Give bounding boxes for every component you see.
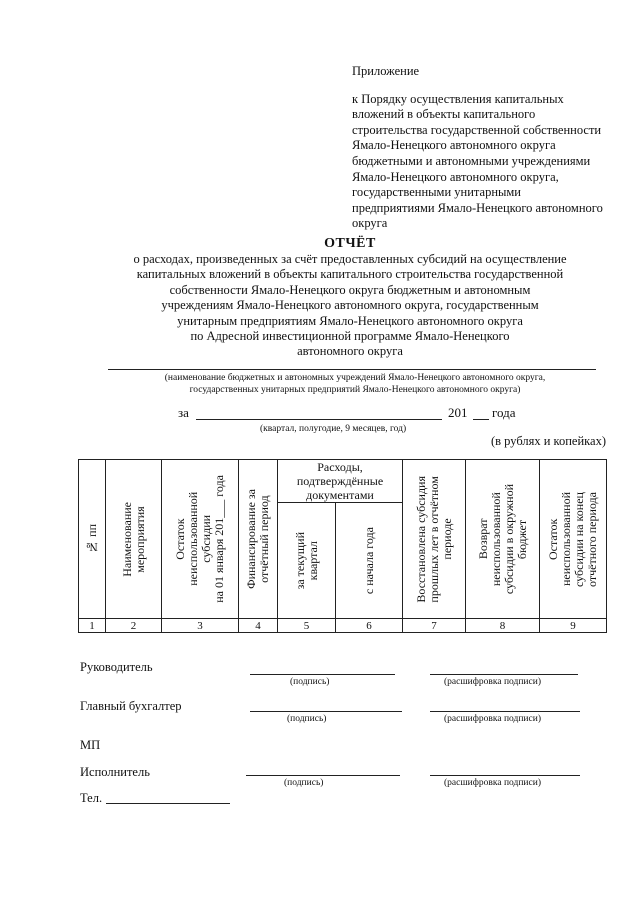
appendix-line: Ямало-Ненецкого автономного округа, xyxy=(352,169,559,184)
column-number: 4 xyxy=(239,619,278,633)
organization-name-line[interactable] xyxy=(108,369,596,370)
report-line: автономного округа xyxy=(297,344,403,359)
signature-caption: (подпись) xyxy=(284,778,324,788)
report-line: собственности Ямало-Ненецкого округа бюджетным и автономным xyxy=(169,282,531,297)
organization-name-caption xyxy=(80,372,630,396)
head-label: Руководитель xyxy=(80,660,153,674)
header-col-3 xyxy=(162,460,239,619)
header-col-9 xyxy=(540,460,607,619)
header-text: с начала года xyxy=(361,526,376,595)
header-text: Наименование мероприятия xyxy=(119,501,147,577)
executor-label: Исполнитель xyxy=(80,765,150,779)
phone-input-line[interactable] xyxy=(106,803,230,804)
appendix-line: бюджетными и автономными учреждениями xyxy=(352,153,591,168)
appendix-line: строительства государственной собственности xyxy=(352,122,602,137)
decode-caption: (расшифровка подписи) xyxy=(444,677,541,687)
header-group-expenses xyxy=(278,460,403,503)
appendix-line: государственными унитарными xyxy=(352,185,522,200)
accountant-signature-line[interactable] xyxy=(250,711,402,712)
header-text: Возврат неиспользованной субсидии в окружной бюджет xyxy=(475,483,529,595)
column-number: 9 xyxy=(540,619,607,633)
period-row xyxy=(178,405,538,423)
report-title: ОТЧЁТ xyxy=(324,236,376,251)
report-line: учреждениям Ямало-Ненецкого автономного округа, государственным xyxy=(161,298,539,313)
currency-note: (в рублях и копейках) xyxy=(490,434,606,448)
accountant-decode-line[interactable] xyxy=(430,711,580,712)
report-line: о расходах, произведенных за счёт предоставленных субсидий на осуществление xyxy=(133,252,567,266)
column-number: 6 xyxy=(336,619,403,633)
header-col-6 xyxy=(336,503,403,619)
caption-line: государственных унитарных предприятий Ямало-Ненецкого автономного округа) xyxy=(189,385,521,395)
accountant-label: Главный бухгалтер xyxy=(80,699,182,713)
header-col-4 xyxy=(239,460,278,619)
header-col-1 xyxy=(79,460,106,619)
stamp-label: МП xyxy=(80,738,101,752)
phone-label: Тел. xyxy=(80,791,103,805)
column-number: 1 xyxy=(79,619,106,633)
column-number: 7 xyxy=(403,619,466,633)
column-number: 8 xyxy=(466,619,540,633)
header-col-7 xyxy=(403,460,466,619)
report-table xyxy=(78,459,607,633)
column-number-row xyxy=(79,619,607,633)
executor-decode-line[interactable] xyxy=(430,775,580,776)
caption-line: (наименование бюджетных и автономных учреждений Ямало-Ненецкого автономного округа, xyxy=(164,373,546,383)
executor-signature-line[interactable] xyxy=(246,775,400,776)
decode-caption: (расшифровка подписи) xyxy=(444,714,541,724)
appendix-line: предприятиями Ямало-Ненецкого автономного xyxy=(352,200,603,215)
header-col-2 xyxy=(106,460,162,619)
period-input-line[interactable] xyxy=(196,419,442,420)
appendix-line: Ямало-Ненецкого автономного округа xyxy=(352,138,556,153)
column-number: 2 xyxy=(106,619,162,633)
appendix-block xyxy=(352,64,622,232)
report-description xyxy=(90,252,610,360)
column-number: 5 xyxy=(278,619,336,633)
header-text: Остаток неиспользованной субсидии на 01 января 201___ года xyxy=(173,475,226,603)
appendix-line: к Порядку осуществления капитальных xyxy=(352,91,564,106)
report-line: капитальных вложений в объекты капитального строительства государственной xyxy=(136,267,564,282)
header-col-8 xyxy=(466,460,540,619)
period-caption: (квартал, полугодие, 9 месяцев, год) xyxy=(260,424,407,434)
head-signature-line[interactable] xyxy=(250,674,395,675)
header-text: за текущий квартал xyxy=(292,531,320,590)
report-line: по Адресной инвестиционной программе Ямало-Ненецкого xyxy=(190,329,510,344)
year-input-line[interactable] xyxy=(473,419,489,420)
header-text: Финансирование за отчётный период xyxy=(244,489,271,589)
head-decode-line[interactable] xyxy=(430,674,578,675)
year-suffix: года xyxy=(492,405,516,420)
period-prefix: за xyxy=(178,405,189,420)
header-text: № пп xyxy=(84,524,99,554)
signature-caption: (подпись) xyxy=(290,677,330,687)
column-number: 3 xyxy=(162,619,239,633)
header-text: Расходы, подтверждённые документами xyxy=(296,460,384,502)
header-col-5 xyxy=(278,503,336,619)
header-text: Восстановлена субсидия прошлых лет в отчётном периоде xyxy=(413,475,454,603)
year-prefix: 201 xyxy=(448,405,468,420)
appendix-line: округа xyxy=(352,216,388,231)
appendix-title: Приложение xyxy=(352,64,420,78)
report-line: унитарным предприятиям Ямало-Ненецкого автономного округа xyxy=(177,313,523,328)
header-text: Остаток неиспользованной субсидии на конец отчётного периода xyxy=(546,491,599,587)
signature-caption: (подпись) xyxy=(287,714,327,724)
decode-caption: (расшифровка подписи) xyxy=(444,778,541,788)
appendix-line: вложений в объекты капитального xyxy=(352,107,536,122)
